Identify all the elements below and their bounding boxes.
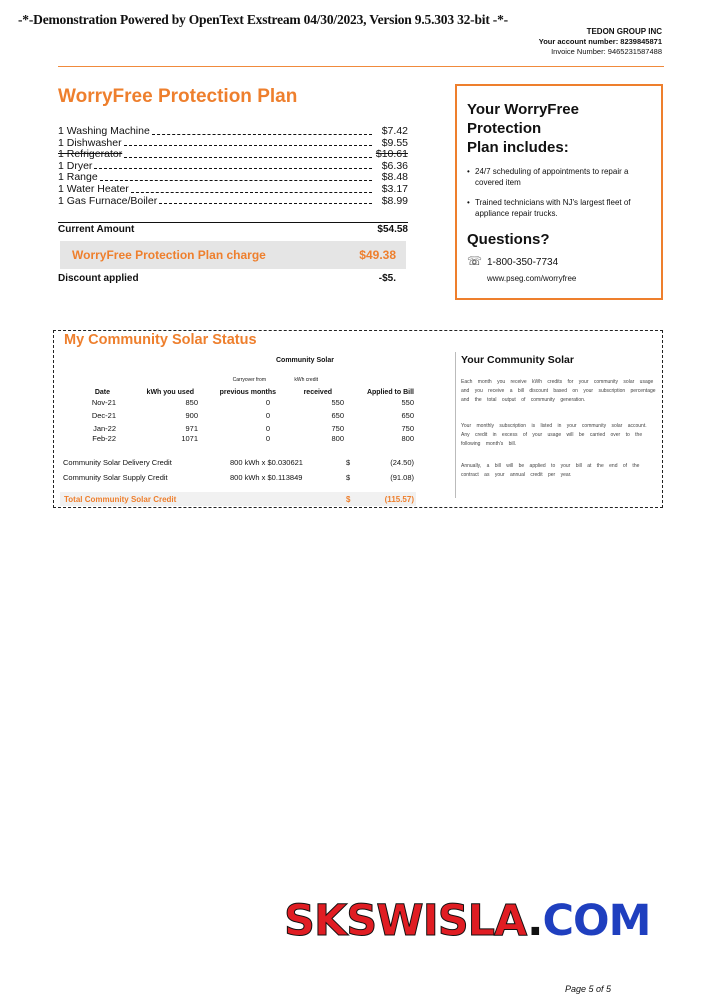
table-cell: 750 (401, 424, 414, 433)
plan-charge-amount: $49.38 (359, 248, 396, 262)
col-recv-top: kWh credit (294, 377, 318, 383)
col-recv: received (303, 389, 332, 396)
total-credit-amount: (115.57) (384, 495, 414, 504)
table-super-header: Community Solar (276, 357, 334, 364)
table-cell: Nov-21 (91, 398, 116, 407)
worryfree-link[interactable]: www.pseg.com/worryfree (487, 274, 577, 283)
includes-title-line1: Your WorryFree Protection (467, 101, 579, 137)
col-date: Date (94, 389, 110, 396)
total-credit-label: Total Community Solar Credit (64, 495, 177, 504)
table-cell: 550 (401, 398, 414, 407)
table-cell: 800 (401, 434, 414, 443)
delivery-credit-currency: $ (346, 458, 351, 467)
solar-divider (455, 352, 456, 498)
table-cell: 750 (331, 424, 344, 433)
plan-charge-label: WorryFree Protection Plan charge (72, 248, 266, 262)
current-amount-value: $54.58 (377, 224, 408, 235)
discount-row (58, 273, 396, 284)
table-cell: 550 (331, 398, 344, 407)
table-cell: 650 (401, 411, 414, 420)
watermark-logo (284, 896, 650, 946)
worryfree-items (58, 126, 408, 207)
current-amount-row (58, 222, 408, 235)
table-cell: 850 (185, 398, 198, 407)
item-amount: $8.48 (381, 171, 408, 184)
discount-amount: -$5. (378, 273, 396, 284)
delivery-credit-amount: (24.50) (390, 458, 414, 467)
logo-part1: SKSWISLA (284, 896, 528, 946)
col-kwh: kWh you used (146, 389, 194, 396)
supply-credit-label: Community Solar Supply Credit (63, 473, 168, 482)
item-label: 1 Washing Machine (58, 125, 150, 137)
list-item (58, 149, 408, 161)
table-cell: Dec-21 (91, 411, 116, 420)
company-name: TEDON GROUP INC (586, 27, 662, 36)
list-item (58, 126, 408, 138)
includes-title-line2: Plan includes: (467, 139, 569, 156)
total-credit-currency: $ (346, 495, 351, 504)
item-amount: $10.61 (375, 148, 408, 161)
item-amount: $6.36 (381, 159, 408, 172)
col-prev-top: Carryover from (232, 377, 266, 383)
table-cell: 0 (265, 398, 270, 407)
plan-charge-bar (60, 241, 406, 269)
solar-title: My Community Solar Status (64, 332, 257, 348)
solar-info-paragraph: Annually, a bill will be applied to your bill at the end of the contract as your annual credit per year. (461, 463, 640, 478)
item-amount: $9.55 (381, 136, 408, 149)
table-cell: 800 (331, 434, 344, 443)
item-label: 1 Range (58, 171, 98, 184)
phone-row (467, 254, 651, 270)
page-number: Page 5 of 5 (565, 984, 612, 994)
worryfree-title: WorryFree Protection Plan (58, 86, 298, 107)
table-cell: 0 (265, 434, 270, 443)
table-cell: 900 (185, 411, 198, 420)
delivery-credit-calc: 800 kWh x $0.030621 (230, 458, 303, 467)
item-amount: $7.42 (381, 125, 408, 137)
discount-label: Discount applied (58, 273, 139, 284)
table-cell: 0 (265, 411, 270, 420)
item-label: 1 Refrigerator (58, 148, 123, 161)
list-item (58, 196, 408, 208)
table-cell: 1071 (181, 434, 198, 443)
logo-dot: . (527, 896, 543, 946)
account-header (539, 27, 662, 57)
phone-icon: ☏ (467, 254, 483, 268)
your-community-solar-title: Your Community Solar (461, 354, 574, 366)
item-amount: $3.17 (381, 182, 408, 195)
invoice-number: Invoice Number: 9465231587488 (551, 47, 662, 56)
item-label: 1 Dryer (58, 159, 93, 172)
table-cell: 0 (265, 424, 270, 433)
includes-title (467, 100, 651, 157)
table-cell: Feb-22 (92, 434, 116, 443)
logo-part2: COM (542, 896, 651, 946)
supply-credit-currency: $ (346, 473, 351, 482)
header-rule (58, 66, 664, 67)
questions-heading: Questions? (467, 231, 550, 248)
phone-number[interactable]: 1-800-350-7734 (487, 256, 559, 268)
item-label: 1 Water Heater (58, 182, 129, 195)
solar-info-paragraph: Your monthly subscription is listed in your community solar account. Any credit in excess of your usage will be carried over to the following month's bill. (461, 423, 647, 447)
delivery-credit-label: Community Solar Delivery Credit (63, 458, 172, 467)
current-amount-label: Current Amount (58, 224, 135, 235)
plan-includes-box (455, 84, 663, 300)
col-prev: previous months (219, 389, 276, 396)
includes-bullet: • 24/7 scheduling of appointments to repair a covered item (467, 167, 651, 188)
item-amount: $8.99 (381, 194, 408, 207)
solar-info-paragraph: Each month you receive kWh credits for your community solar usage and you receive a bill discount based on your subscription percentage and the total output of community generation. (461, 379, 656, 403)
item-label: 1 Gas Furnace/Boiler (58, 194, 158, 207)
list-item (58, 161, 408, 173)
includes-bullet: • Trained technicians with NJ's largest fleet of appliance repair trucks. (467, 198, 651, 219)
col-applied: Applied to Bill (366, 389, 414, 396)
demo-banner: -*-Demonstration Powered by OpenText Exstream 04/30/2023, Version 9.5.303 32-bit -*- (18, 12, 508, 27)
supply-credit-amount: (91.08) (390, 473, 414, 482)
item-label: 1 Dishwasher (58, 136, 122, 149)
table-cell: Jan-22 (93, 424, 116, 433)
supply-credit-calc: 800 kWh x $0.113849 (230, 473, 303, 482)
account-number: Your account number: 8239845871 (538, 37, 662, 46)
list-item (58, 184, 408, 196)
table-cell: 971 (185, 424, 198, 433)
table-cell: 650 (331, 411, 344, 420)
